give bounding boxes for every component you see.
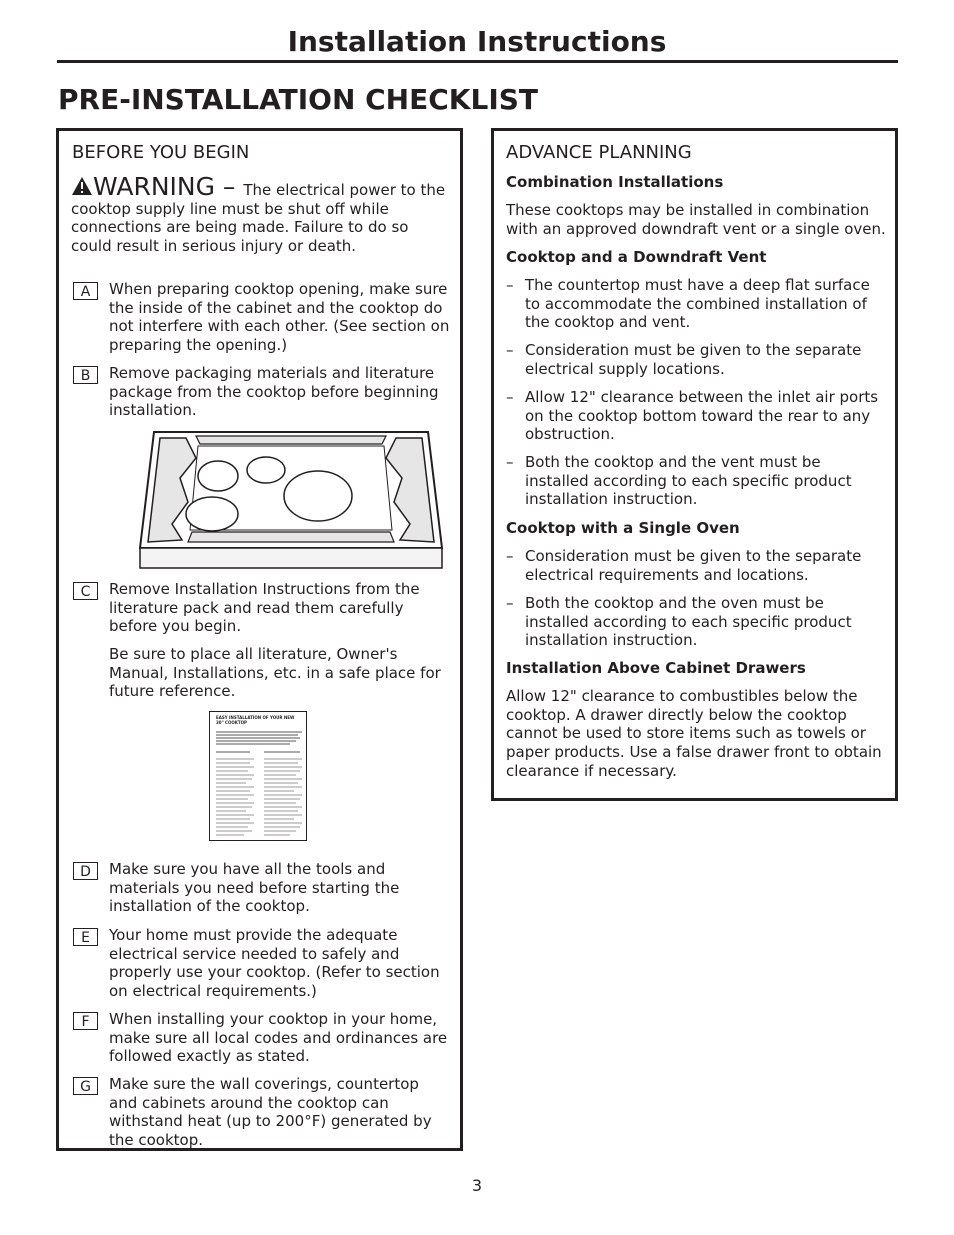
single-oven-heading: Cooktop with a Single Oven [506, 519, 740, 537]
item-c-text-2: Be sure to place all literature, Owner's Manual, Installations, etc. in a safe place for future reference. [109, 645, 441, 701]
downdraft-bullet-2: Consideration must be given to the separate electrical supply locations. [525, 341, 862, 378]
warning-word: WARNING [93, 172, 215, 201]
item-e-letter: E [73, 928, 98, 946]
cabinet-drawers-text: Allow 12" clearance to combustibles below the cooktop. A drawer directly below the cooktop cannot be used to store items such as towels or paper products. Use a false drawer front to obtain clearance if necessary. [506, 687, 882, 780]
item-g-letter: G [73, 1077, 98, 1095]
page-number: 3 [471, 1176, 483, 1195]
item-c-text: Remove Installation Instructions from the literature pack and read them carefully before you begin. [109, 580, 420, 636]
warning-triangle-icon [71, 176, 93, 196]
bullet-dash: – [506, 276, 514, 294]
item-d-letter: D [73, 862, 98, 880]
item-e-text: Your home must provide the adequate electrical service needed to safely and properly use your cooktop. (Refer to section on electrical requirements.) [109, 926, 440, 1001]
literature-sheet-illustration [209, 711, 307, 841]
bullet-dash: – [506, 594, 514, 612]
combination-installations-heading: Combination Installations [506, 173, 724, 191]
before-you-begin-heading: BEFORE YOU BEGIN [72, 142, 250, 163]
bullet-dash: – [506, 388, 514, 406]
advance-planning-heading: ADVANCE PLANNING [506, 142, 692, 163]
section-title: PRE-INSTALLATION CHECKLIST [58, 83, 539, 116]
downdraft-vent-heading: Cooktop and a Downdraft Vent [506, 248, 767, 266]
page-header-title: Installation Instructions [287, 25, 667, 58]
item-d-text: Make sure you have all the tools and materials you need before starting the installation of the cooktop. [109, 860, 400, 916]
header-rule [57, 60, 898, 63]
downdraft-bullet-3: Allow 12" clearance between the inlet air ports on the cooktop bottom toward the rear to any obstruction. [525, 388, 879, 444]
literature-sheet-title: EASY INSTALLATION OF YOUR NEW 30" COOKTOP [216, 715, 295, 725]
single-oven-bullet-1: Consideration must be given to the separate electrical requirements and locations. [525, 547, 862, 584]
literature-sheet-lines [210, 712, 308, 842]
cabinet-drawers-heading: Installation Above Cabinet Drawers [506, 659, 806, 677]
item-a-letter: A [73, 282, 98, 300]
bullet-dash: – [506, 453, 514, 471]
warning-text: The electrical power to the cooktop supply line must be shut off while connections are being made. Failure to do so could result in serious injury or death. [71, 181, 446, 256]
item-b-text: Remove packaging materials and literature package from the cooktop before beginning installation. [109, 364, 439, 420]
item-f-letter: F [73, 1012, 98, 1030]
item-c-letter: C [73, 582, 98, 600]
warning-block [71, 172, 451, 256]
bullet-dash: – [506, 547, 514, 565]
single-oven-bullet-2: Both the cooktop and the oven must be installed according to each specific product installation instruction. [525, 594, 852, 650]
item-a-text: When preparing cooktop opening, make sure the inside of the cabinet and the cooktop do not interfere with each other. (See section on preparing the opening.) [109, 280, 450, 355]
cooktop-packaging-illustration [136, 428, 448, 572]
item-g-text: Make sure the wall coverings, countertop and cabinets around the cooktop can withstand heat (up to 200°F) generated by the cooktop. [109, 1075, 432, 1150]
item-f-text: When installing your cooktop in your home, make sure all local codes and ordinances are followed exactly as stated. [109, 1010, 448, 1066]
downdraft-bullet-4: Both the cooktop and the vent must be installed according to each specific product installation instruction. [525, 453, 852, 509]
downdraft-bullet-1: The countertop must have a deep flat surface to accommodate the combined installation of the cooktop and vent. [525, 276, 870, 332]
item-b-letter: B [73, 366, 98, 384]
warning-dash: – [214, 172, 244, 201]
bullet-dash: – [506, 341, 514, 359]
combination-installations-text: These cooktops may be installed in combination with an approved downdraft vent or a single oven. [506, 201, 886, 238]
